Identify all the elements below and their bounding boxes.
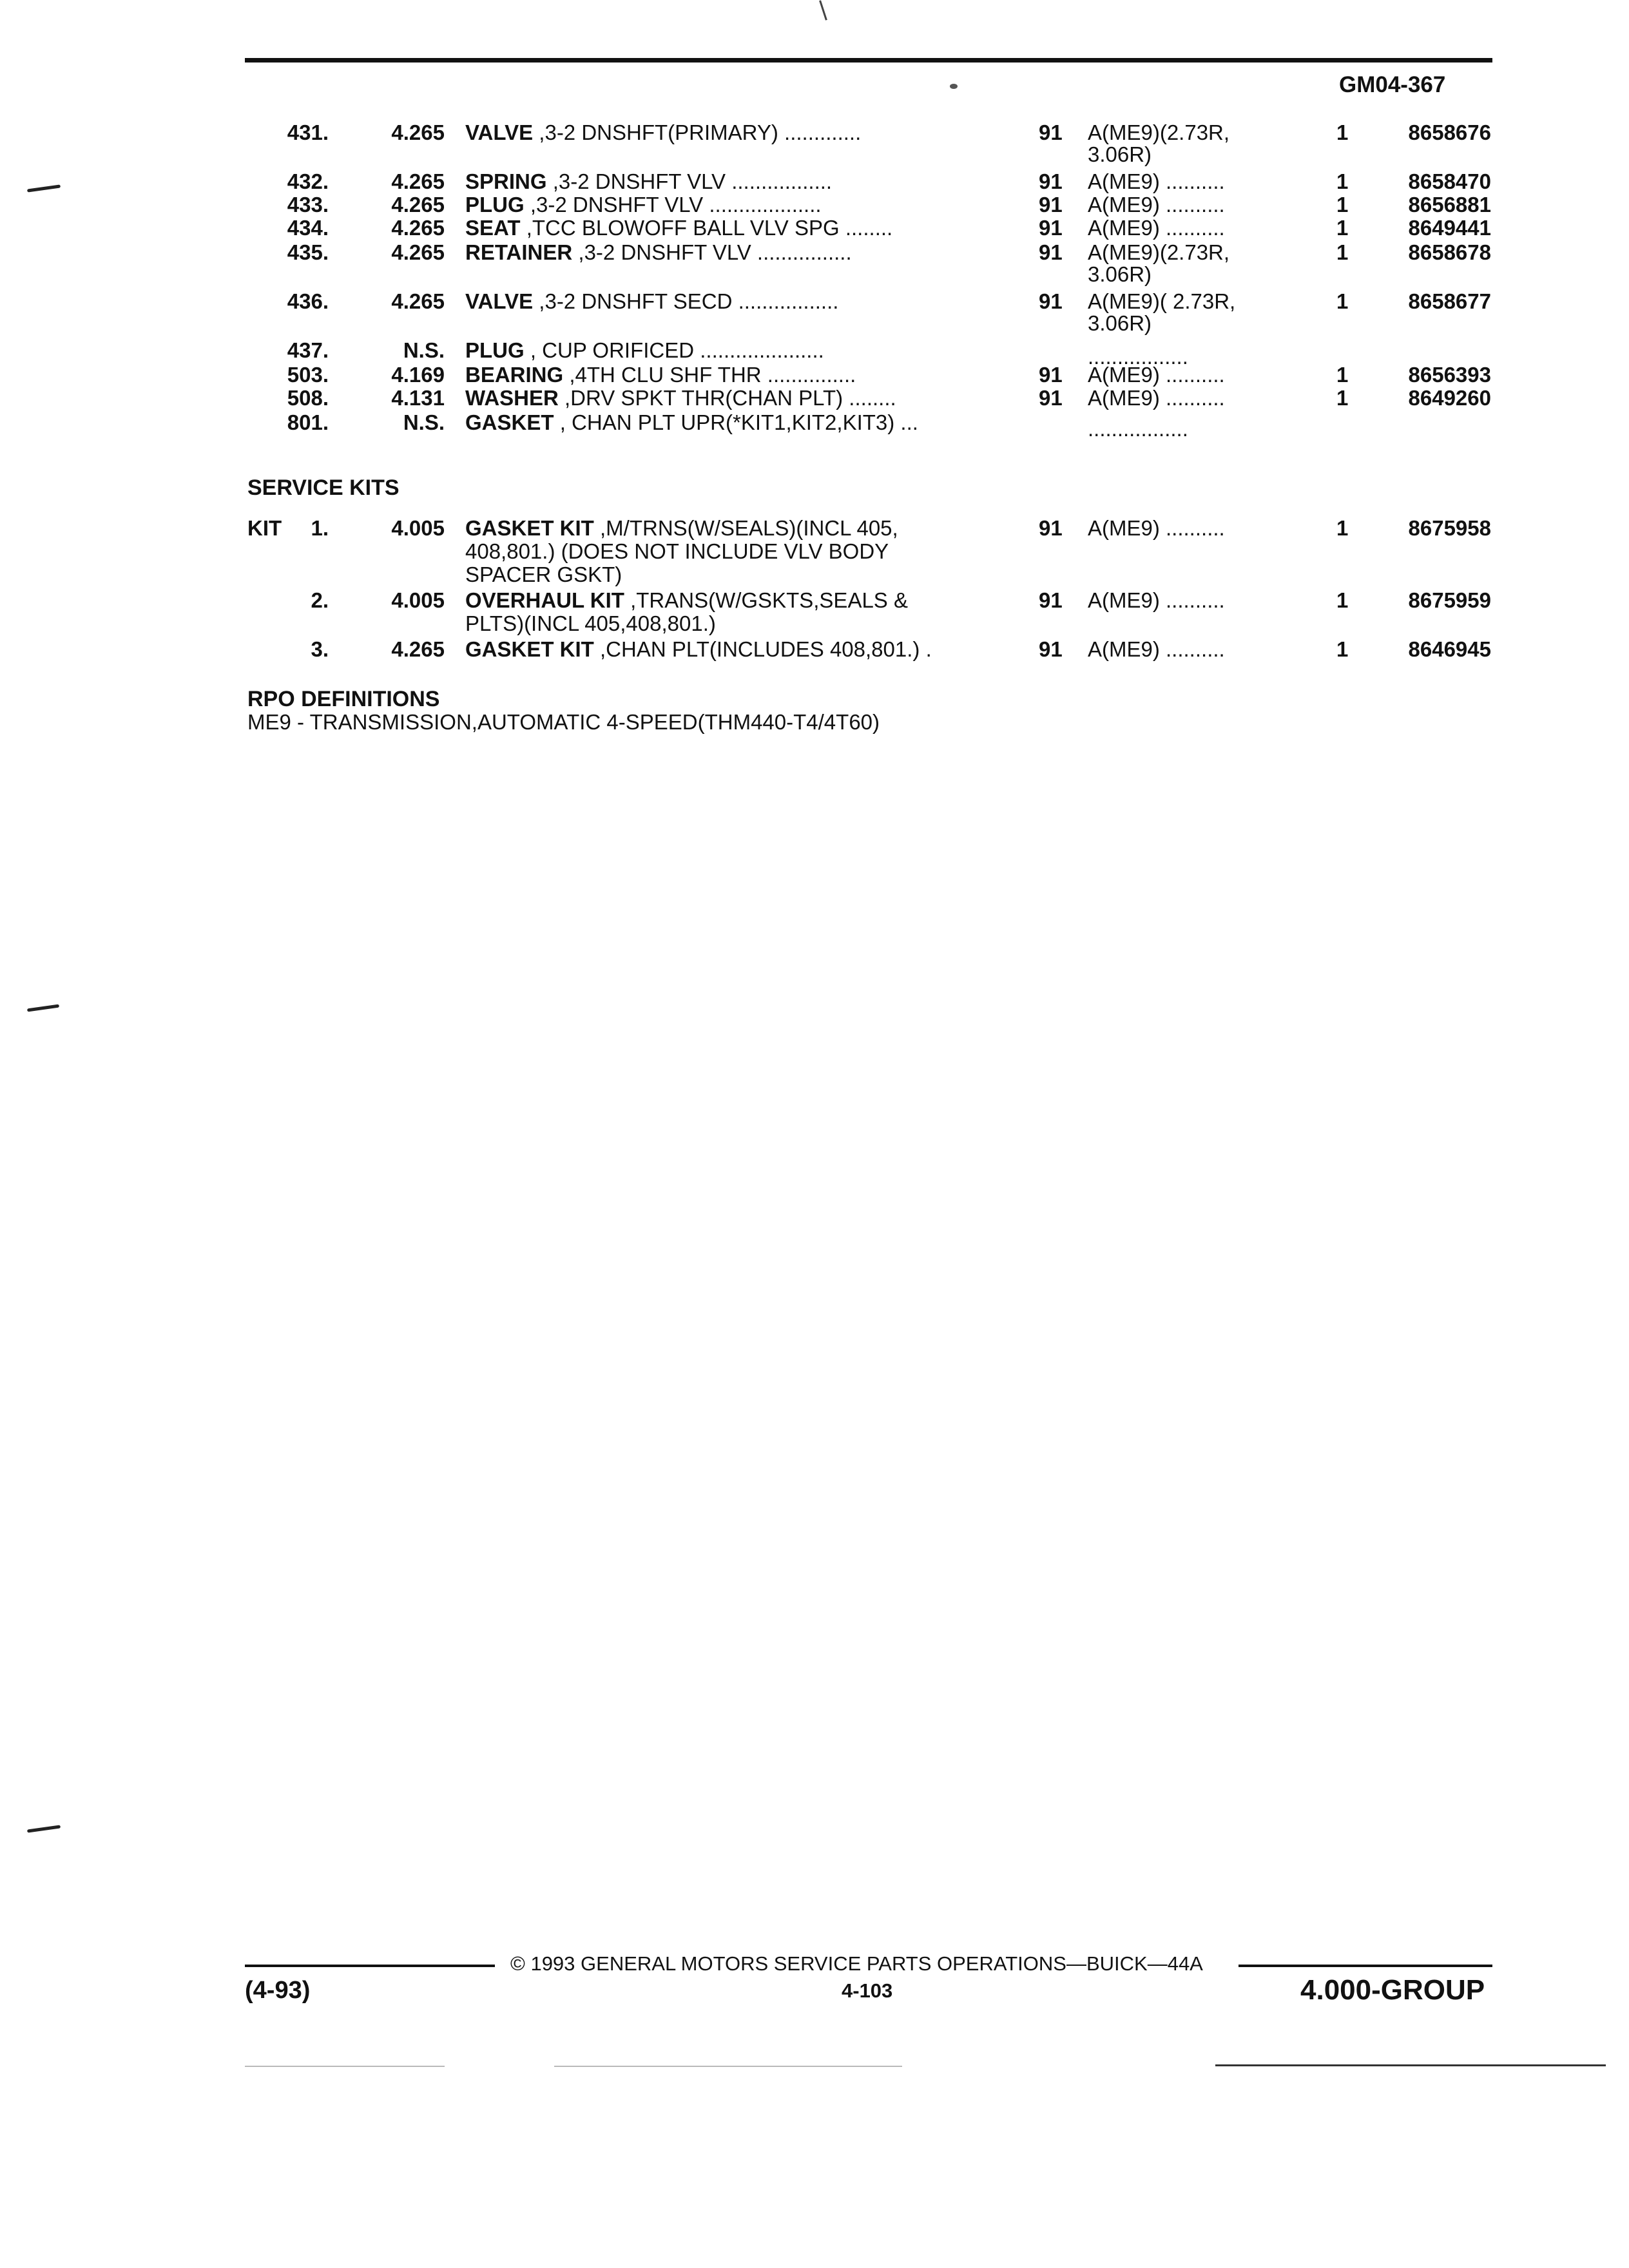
application: A(ME9) .......... — [1088, 216, 1225, 240]
part-row — [0, 193, 1629, 216]
kit-description: GASKET KIT ,CHAN PLT(INCLUDES 408,801.) . — [465, 637, 932, 661]
application: A(ME9)(2.73R, — [1088, 120, 1230, 144]
kit-description-line-3: SPACER GSKT) — [465, 562, 622, 586]
margin-mark — [27, 1825, 61, 1832]
catalog-code: GM04-367 — [1339, 72, 1446, 97]
application-continued: 3.06R) — [1088, 142, 1152, 166]
illustration-number: 4.131 — [391, 386, 445, 410]
kit-number: 3. — [311, 637, 329, 661]
application: A(ME9) .......... — [1088, 588, 1225, 612]
part-description: BEARING ,4TH CLU SHF THR ............... — [465, 363, 856, 387]
kit-prefix: KIT — [247, 516, 282, 540]
part-number: 8675958 — [1408, 516, 1491, 540]
model-year: 91 — [1039, 516, 1063, 540]
model-year: 91 — [1039, 588, 1063, 612]
part-number: 8649260 — [1408, 386, 1491, 410]
header-rule — [245, 58, 1492, 62]
application-continued: 3.06R) — [1088, 262, 1152, 286]
part-row — [0, 387, 1629, 410]
part-description: SPRING ,3-2 DNSHFT VLV ................. — [465, 169, 833, 193]
illustration-number: 4.265 — [391, 193, 445, 216]
revision-date: (4-93) — [245, 1977, 311, 2004]
quantity: 1 — [1336, 120, 1349, 144]
part-row — [0, 120, 1629, 166]
model-year: 91 — [1039, 637, 1063, 661]
application: A(ME9) .......... — [1088, 169, 1225, 193]
model-year: 91 — [1039, 363, 1063, 387]
application: A(ME9) .......... — [1088, 363, 1225, 387]
illustration-number: 4.265 — [391, 169, 445, 193]
part-number: 8649441 — [1408, 216, 1491, 240]
part-number: 8658678 — [1408, 240, 1491, 264]
quantity: 1 — [1336, 637, 1349, 661]
service-kits-heading: SERVICE KITS — [247, 476, 400, 500]
footer-rule-right — [1239, 1965, 1492, 1967]
model-year: 91 — [1039, 289, 1063, 313]
ref-number: 801. — [287, 410, 329, 434]
illustration-number: 4.265 — [391, 216, 445, 240]
quantity: 1 — [1336, 216, 1349, 240]
quantity: 1 — [1336, 240, 1349, 264]
quantity: 1 — [1336, 363, 1349, 387]
illustration-number: 4.265 — [391, 120, 445, 144]
part-description: GASKET , CHAN PLT UPR(*KIT1,KIT2,KIT3) ... — [465, 410, 918, 434]
margin-mark — [27, 1004, 59, 1012]
ref-number: 434. — [287, 216, 329, 240]
illustration-number: 4.265 — [391, 240, 445, 264]
footer-rule-left — [245, 1965, 495, 1967]
application: ................. — [1088, 417, 1188, 441]
part-row — [0, 338, 1629, 369]
top-scan-mark — [819, 0, 827, 20]
kit-description: GASKET KIT ,M/TRNS(W/SEALS)(INCL 405, — [465, 516, 898, 540]
copyright: © 1993 GENERAL MOTORS SERVICE PARTS OPERATIONS—BUICK—44A — [510, 1952, 1203, 1975]
faint-rule — [245, 2066, 445, 2067]
ref-number: 436. — [287, 289, 329, 313]
scan-speck — [950, 84, 958, 89]
kit-row — [0, 516, 1629, 586]
model-year: 91 — [1039, 169, 1063, 193]
illustration-number: N.S. — [403, 338, 445, 362]
model-year: 91 — [1039, 240, 1063, 264]
kit-row — [0, 638, 1629, 661]
model-year: 91 — [1039, 216, 1063, 240]
quantity: 1 — [1336, 169, 1349, 193]
part-row — [0, 240, 1629, 286]
part-description: RETAINER ,3-2 DNSHFT VLV ................ — [465, 240, 852, 264]
illustration-number: 4.265 — [391, 637, 445, 661]
application: A(ME9) .......... — [1088, 637, 1225, 661]
ref-number: 435. — [287, 240, 329, 264]
application: A(ME9)(2.73R, — [1088, 240, 1230, 264]
illustration-number: 4.005 — [391, 588, 445, 612]
ref-number: 437. — [287, 338, 329, 362]
faint-rule — [554, 2066, 902, 2067]
quantity: 1 — [1336, 516, 1349, 540]
application-continued: 3.06R) — [1088, 311, 1152, 335]
part-number: 8675959 — [1408, 588, 1491, 612]
model-year: 91 — [1039, 120, 1063, 144]
kit-description: OVERHAUL KIT ,TRANS(W/GSKTS,SEALS & — [465, 588, 908, 612]
ref-number: 508. — [287, 386, 329, 410]
application: A(ME9) .......... — [1088, 516, 1225, 540]
part-row — [0, 216, 1629, 240]
ref-number: 503. — [287, 363, 329, 387]
kit-number: 2. — [311, 588, 329, 612]
illustration-number: N.S. — [403, 410, 445, 434]
illustration-number: 4.169 — [391, 363, 445, 387]
part-description: PLUG , CUP ORIFICED ..................... — [465, 338, 824, 362]
rpo-definition: ME9 - TRANSMISSION,AUTOMATIC 4-SPEED(THM440-T4/4T60) — [247, 710, 880, 734]
kit-number: 1. — [311, 516, 329, 540]
illustration-number: 4.005 — [391, 516, 445, 540]
quantity: 1 — [1336, 289, 1349, 313]
ref-number: 432. — [287, 169, 329, 193]
quantity: 1 — [1336, 193, 1349, 216]
page-number: 4-103 — [842, 1979, 893, 2002]
model-year: 91 — [1039, 386, 1063, 410]
part-description: PLUG ,3-2 DNSHFT VLV ................... — [465, 193, 822, 216]
ref-number: 433. — [287, 193, 329, 216]
part-number: 8658676 — [1408, 120, 1491, 144]
ref-number: 431. — [287, 120, 329, 144]
kit-row — [0, 588, 1629, 635]
part-description: VALVE ,3-2 DNSHFT(PRIMARY) ............. — [465, 120, 862, 144]
application: A(ME9) .......... — [1088, 193, 1225, 216]
part-description: WASHER ,DRV SPKT THR(CHAN PLT) ........ — [465, 386, 896, 410]
application: ................. — [1088, 345, 1188, 369]
illustration-number: 4.265 — [391, 289, 445, 313]
part-number: 8658470 — [1408, 169, 1491, 193]
model-year: 91 — [1039, 193, 1063, 216]
kit-description-line-2: PLTS)(INCL 405,408,801.) — [465, 611, 716, 635]
part-row — [0, 410, 1629, 441]
part-description: VALVE ,3-2 DNSHFT SECD ................. — [465, 289, 839, 313]
part-description: SEAT ,TCC BLOWOFF BALL VLV SPG ........ — [465, 216, 893, 240]
part-row — [0, 170, 1629, 193]
group-label: 4.000-GROUP — [1300, 1974, 1485, 2006]
part-number: 8656881 — [1408, 193, 1491, 216]
rpo-heading: RPO DEFINITIONS — [247, 687, 440, 711]
quantity: 1 — [1336, 386, 1349, 410]
part-number: 8646945 — [1408, 637, 1491, 661]
application: A(ME9) .......... — [1088, 386, 1225, 410]
faint-rule — [1215, 2064, 1606, 2066]
part-row — [0, 363, 1629, 387]
quantity: 1 — [1336, 588, 1349, 612]
application: A(ME9)( 2.73R, — [1088, 289, 1236, 313]
part-number: 8656393 — [1408, 363, 1491, 387]
part-number: 8658677 — [1408, 289, 1491, 313]
part-row — [0, 289, 1629, 335]
kit-description-line-2: 408,801.) (DOES NOT INCLUDE VLV BODY — [465, 539, 889, 563]
